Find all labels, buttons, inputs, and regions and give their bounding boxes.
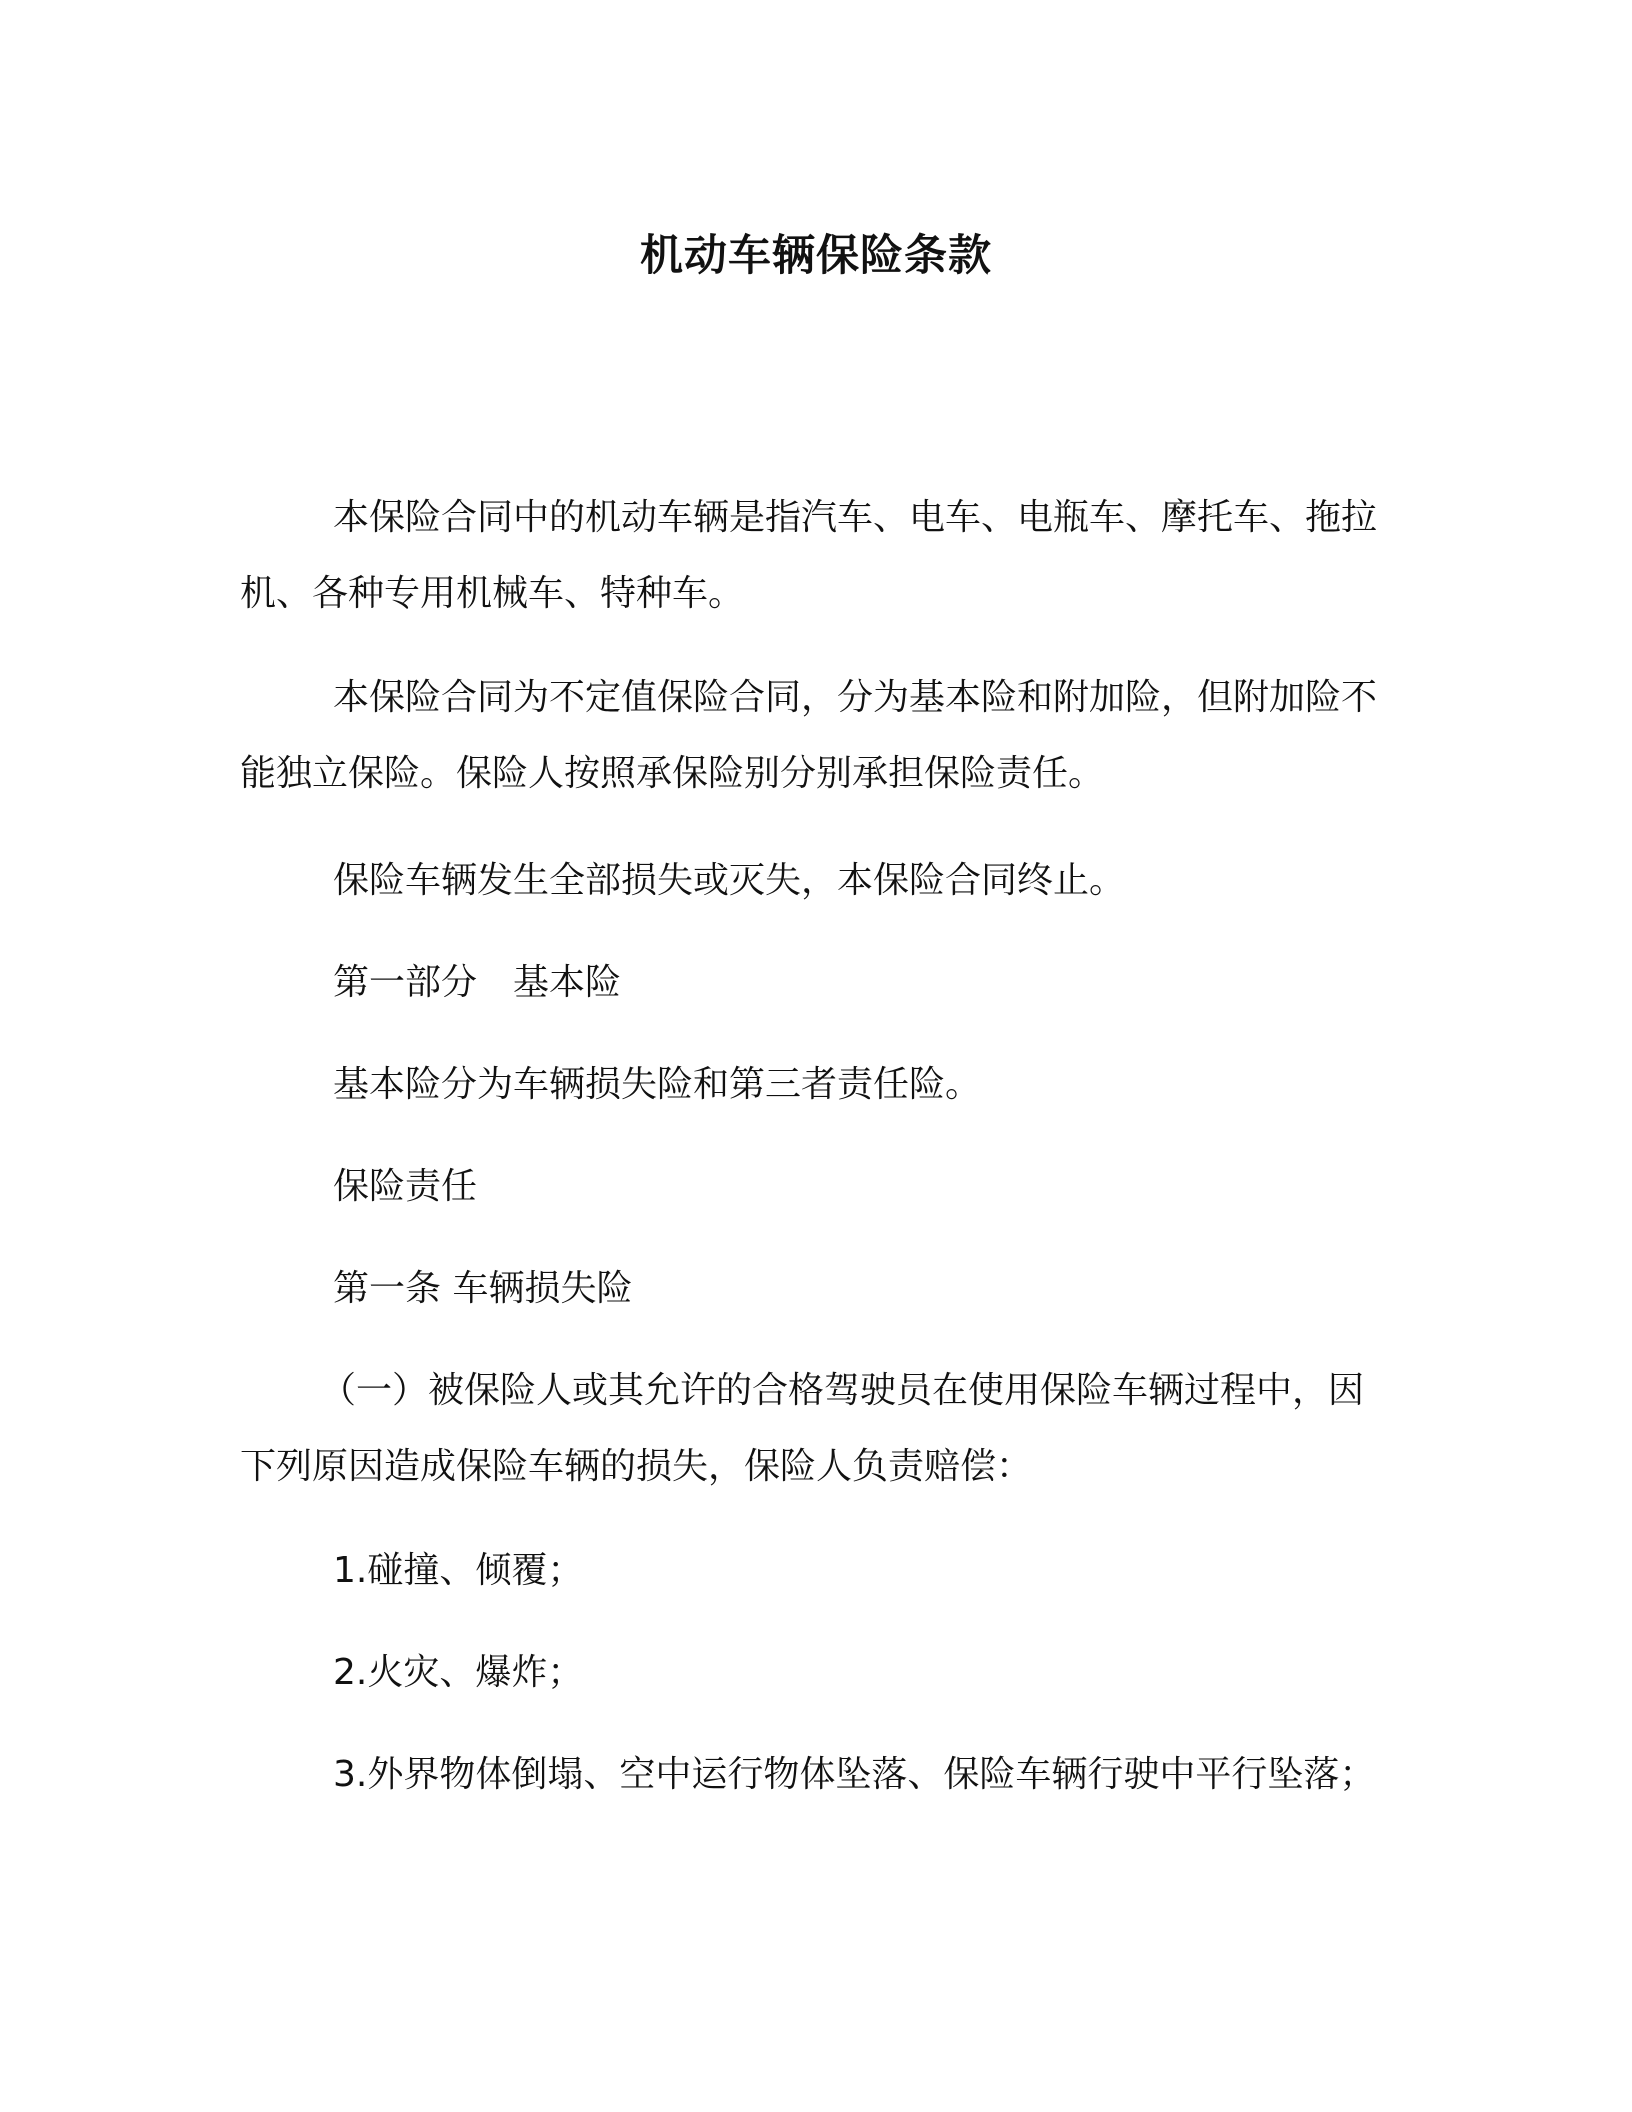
- paragraph-vehicle-definition: 本保险合同中的机动车辆是指汽车、电车、电瓶车、摩托车、拖拉机、各种专用机械车、特种车。: [240, 497, 1378, 614]
- list-item-falling-objects: 3.外界物体倒塌、空中运行物体坠落、保险车辆行驶中平行坠落；: [333, 1754, 1376, 1795]
- article-heading-vehicle-damage: 第一条 车辆损失险: [333, 1268, 633, 1309]
- paragraph-contract-termination: 保险车辆发生全部损失或灭失，本保险合同终止。: [333, 860, 1126, 901]
- paragraph-basic-insurance-types: 基本险分为车辆损失险和第三者责任险。: [333, 1064, 982, 1105]
- paragraph-contract-type: 本保险合同为不定值保险合同，分为基本险和附加险，但附加险不能独立保险。保险人按照承保险别分别承担保险责任。: [240, 677, 1378, 794]
- document-title: 机动车辆保险条款: [640, 231, 992, 281]
- list-item-collision: 1.碰撞、倾覆；: [333, 1550, 584, 1591]
- section-heading-insurance-liability: 保险责任: [333, 1166, 478, 1207]
- section-heading-part-one: 第一部分 基本险: [333, 962, 622, 1003]
- list-item-fire-explosion: 2.火灾、爆炸；: [333, 1652, 584, 1693]
- paragraph-liability-clause-one: （一）被保险人或其允许的合格驾驶员在使用保险车辆过程中，因下列原因造成保险车辆的损失，保险人负责赔偿：: [240, 1370, 1365, 1487]
